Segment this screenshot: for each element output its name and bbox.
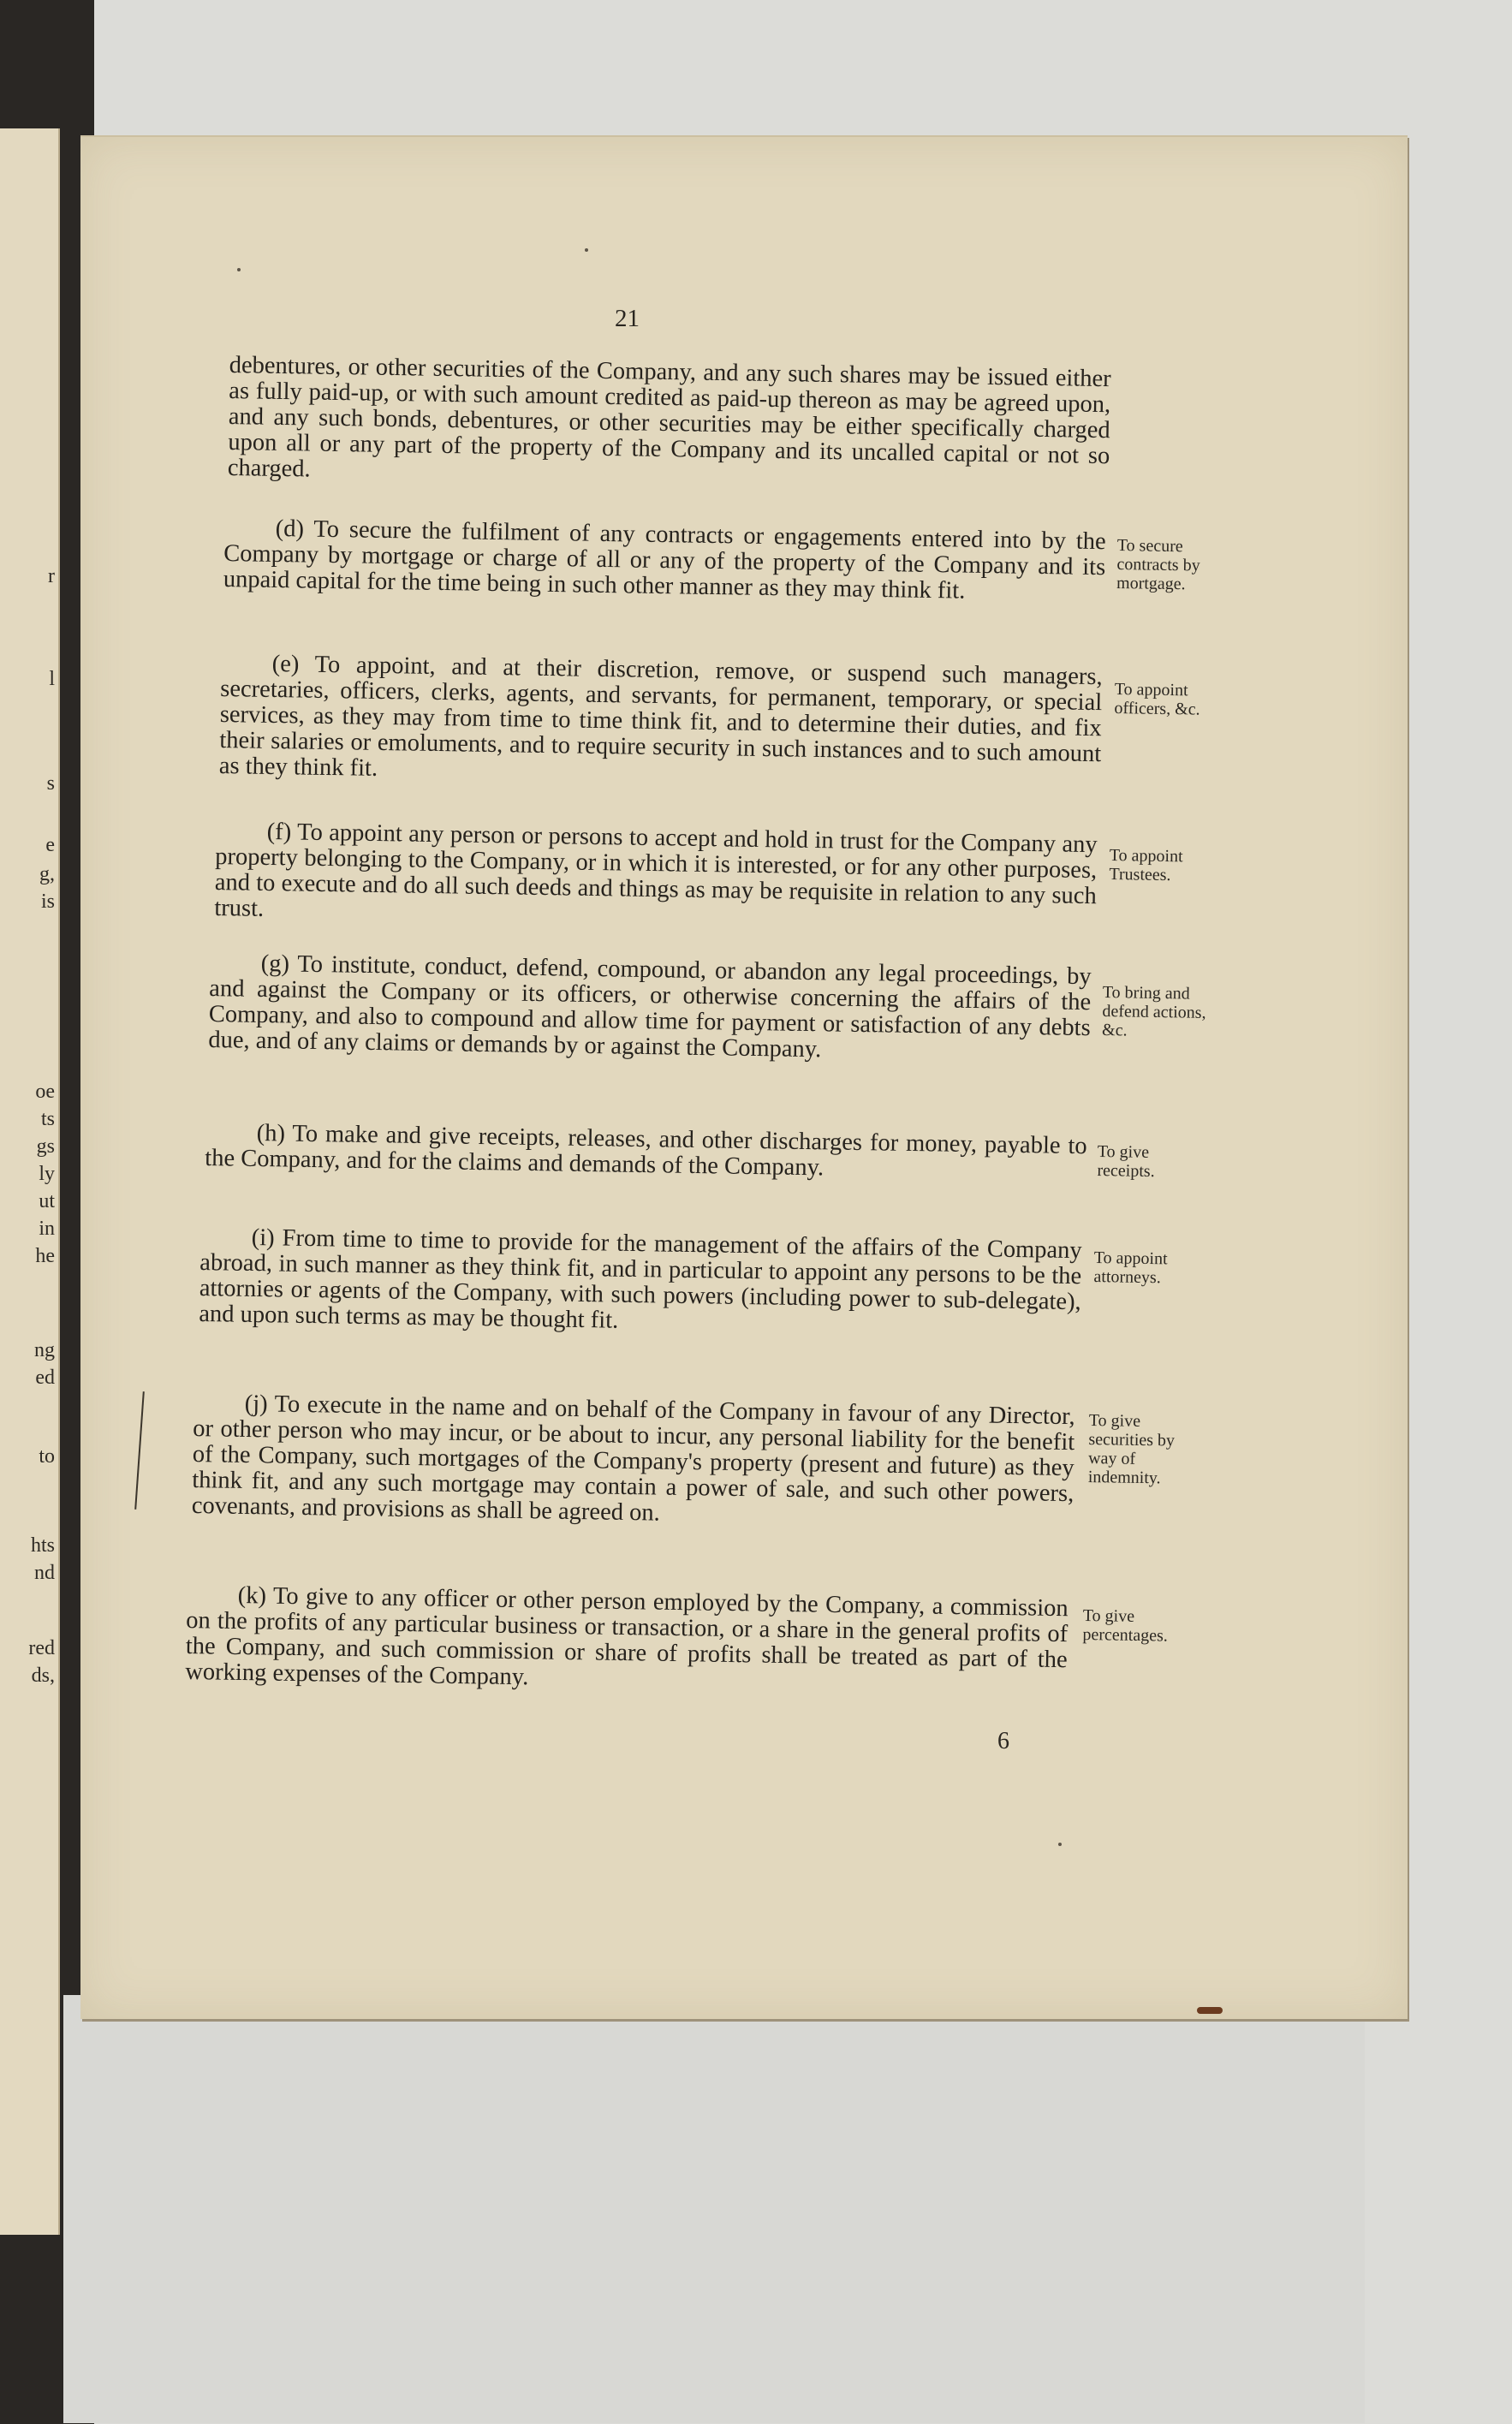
clause-d: (d) To secure the fulfilment of any contracts or engagements entered into by the Company by mortgage or charge of all or any of the property of the Company and its unpaid capital for the time being in such other manner as they may think fit. — [223, 515, 1106, 605]
margin-note-f: To appoint Trustees. — [1109, 846, 1183, 885]
fragment: hts — [30, 1534, 55, 1557]
fragment: r — [48, 565, 55, 587]
fragment: red — [28, 1637, 55, 1659]
fragment: is — [40, 890, 55, 913]
margin-note-i: To appoint attorneys. — [1093, 1248, 1168, 1288]
margin-note-e: To appoint officers, &c. — [1114, 680, 1200, 719]
margin-note-h: To give receipts. — [1097, 1142, 1155, 1182]
fragment: ts — [40, 1108, 55, 1130]
page-number: 21 — [615, 305, 640, 332]
fragment: oe — [35, 1081, 55, 1103]
clause-j: (j) To execute in the name and on behalf of the Company in favour of any Director, or other person who may incur, or be about to incur, any personal liability for the benefit of the Company, such mortgages of the Company's property (present and future) as they think fit, and any such mortgage may contain a power of sale, and such other powers, covenants, and provisions as shall be agreed on. — [191, 1390, 1075, 1527]
fragment: nd — [34, 1562, 55, 1584]
fragment: he — [35, 1245, 55, 1267]
fragment: l — [49, 668, 55, 690]
fragment: gs — [36, 1135, 55, 1158]
clause-h: (h) To make and give receipts, releases, and other discharges for money, payable to the Company, and for the claims and demands of the Company. — [205, 1119, 1087, 1182]
fragment: ut — [39, 1190, 55, 1212]
fragment: e — [45, 834, 55, 856]
margin-note-j: To give securities by way of indemnity. — [1087, 1411, 1176, 1488]
margin-note-g: To bring and defend actions, &c. — [1101, 983, 1206, 1040]
fragment: ly — [39, 1163, 55, 1185]
previous-page-edge — [0, 128, 60, 2235]
fragment: in — [39, 1218, 55, 1240]
clause-f: (f) To appoint any person or persons to accept and hold in trust for the Company any property belonging to the Company, or in which it is interested, or for any other purposes, and to execute and do all such deeds and things as may be requisite in relation to any such trust. — [214, 818, 1098, 922]
fragment: g, — [39, 863, 55, 885]
clause-k: (k) To give to any officer or other person employed by the Company, a commission on the profits of any particular business or transaction, or a share in the general profits of the Company, and such commission or share of profits shall be treated as part of the working expenses of the Company. — [185, 1581, 1069, 1691]
signature-mark: 6 — [997, 1728, 1009, 1754]
fragment: ng — [34, 1339, 55, 1361]
stain-mark — [1197, 2007, 1223, 2014]
fragment: ds, — [31, 1665, 55, 1687]
paper-speck — [237, 268, 241, 271]
clause-g: (g) To institute, conduct, defend, compound, or abandon any legal proceedings, by and against the Company or its officers, or otherwise concerning the affairs of the Company, and also to compound and allow time for payment or satisfaction of any debts due, and of any claims or demands by or against the Company. — [208, 950, 1092, 1063]
underlying-sheet — [63, 1995, 1365, 2423]
fragment: s — [46, 772, 55, 795]
fragment: to — [39, 1445, 55, 1468]
lead-paragraph: debentures, or other securities of the Company, and any such shares may be issued either as fully paid-up, or with such amount credited as paid-up thereon as may be agreed upon, and any such bonds, debentures, or other securities may be either specifically charged upon all or any part of the property of the Company and its uncalled capital or not so charged. — [227, 352, 1111, 483]
clause-i: (i) From time to time to provide for the management of the affairs of the Company abroad, in such manner as they think fit, and in particular to appoint any persons to be the attornies or agents of the Company, with such powers (including power to sub-delegate), and upon such terms as may be thought fit. — [199, 1224, 1082, 1334]
clause-e: (e) To appoint, and at their discretion, remove, or suspend such managers, secretaries, officers, clerks, agents, and servants, for permanent, temporary, or special services, as they may from time to time think fit, and to determine their duties, and fix their salaries or emoluments, and to require security in such instances and to such amount as they think fit. — [218, 650, 1103, 782]
paper-speck — [585, 248, 588, 252]
margin-note-d: To secure contracts by mortgage. — [1116, 536, 1200, 594]
fragment: ed — [35, 1367, 55, 1389]
paper-speck — [1058, 1843, 1062, 1846]
margin-note-k: To give percentages. — [1082, 1606, 1169, 1646]
